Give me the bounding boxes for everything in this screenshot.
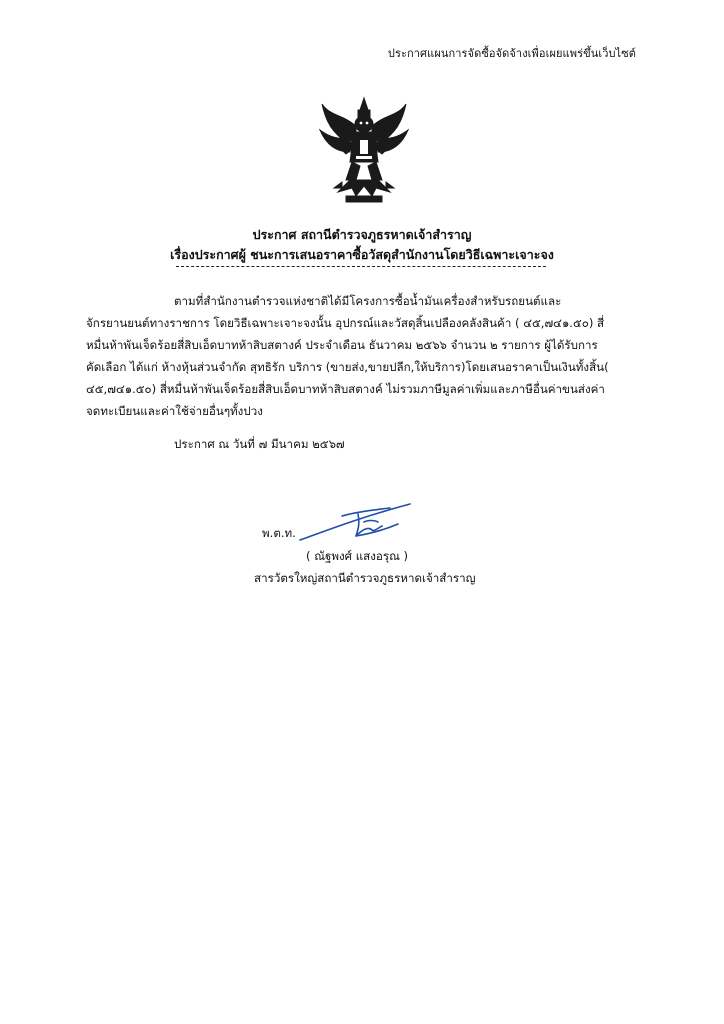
body-line: จดทะเบียนและค่าใช้จ่ายอื่นๆทั้งปวง <box>86 404 263 418</box>
signer-name: ( ณัฐพงศ์ แสงอรุณ ) <box>306 549 409 563</box>
garuda-emblem-icon <box>316 96 412 206</box>
body-line: ๔๕,๗๔๑.๕๐) สี่หมื่นห้าพันเจ็ดร้อยสี่สิบเอ็ดบาทห้าสิบสตางค์ ไม่รวมภาษีมูลค่าเพิ่มและภาษีอื่นค่าขนส่งค่า <box>86 382 605 396</box>
announcement-body <box>86 290 642 422</box>
divider-line <box>176 266 546 267</box>
announcement-subject: เรื่องประกาศผู้ ชนะการเสนอราคาซื้อวัสดุสำนักงานโดยวิธีเฉพาะเจาะจง <box>170 247 554 262</box>
body-line: คัดเลือก ได้แก่ ห้างหุ้นส่วนจำกัด สุทธิรัก บริการ (ขายส่ง,ขายปลีก,ให้บริการ)โดยเสนอราคาเป็นเงินทั้งสิ้น( <box>86 360 609 374</box>
body-line: ตามที่สำนักงานตำรวจแห่งชาติได้มีโครงการซื้อน้ำมันเครื่องสำหรับรถยนต์และ <box>174 294 562 308</box>
handwritten-signature <box>298 500 414 546</box>
announcement-title: ประกาศ สถานีตำรวจภูธรหาดเจ้าสำราญ <box>252 227 472 242</box>
signer-rank: พ.ต.ท. <box>262 526 296 540</box>
signer-position: สารวัตรใหญ่สถานีตำรวจภูธรหาดเจ้าสำราญ <box>254 571 476 585</box>
body-line: จักรยานยนต์ทางราชการ โดยวิธีเฉพาะเจาะจงนั้น อุปกรณ์และวัสดุสิ้นเปลืองคลังสินค้า ( ๔๕,๗๔๑.๕๐) สี่ <box>86 316 605 330</box>
header-note: ประกาศแผนการจัดซื้อจัดจ้างเพื่อเผยแพร่ขึ้นเว็บไซต์ <box>387 47 636 60</box>
body-line: หมื่นห้าพันเจ็ดร้อยสี่สิบเอ็ดบาทห้าสิบสตางค์ ประจำเดือน ธันวาคม ๒๕๖๖ จำนวน ๒ รายการ ผู้ได้รับการ <box>86 338 598 352</box>
announcement-date: ประกาศ ณ วันที่ ๗ มีนาคม ๒๕๖๗ <box>174 437 345 451</box>
